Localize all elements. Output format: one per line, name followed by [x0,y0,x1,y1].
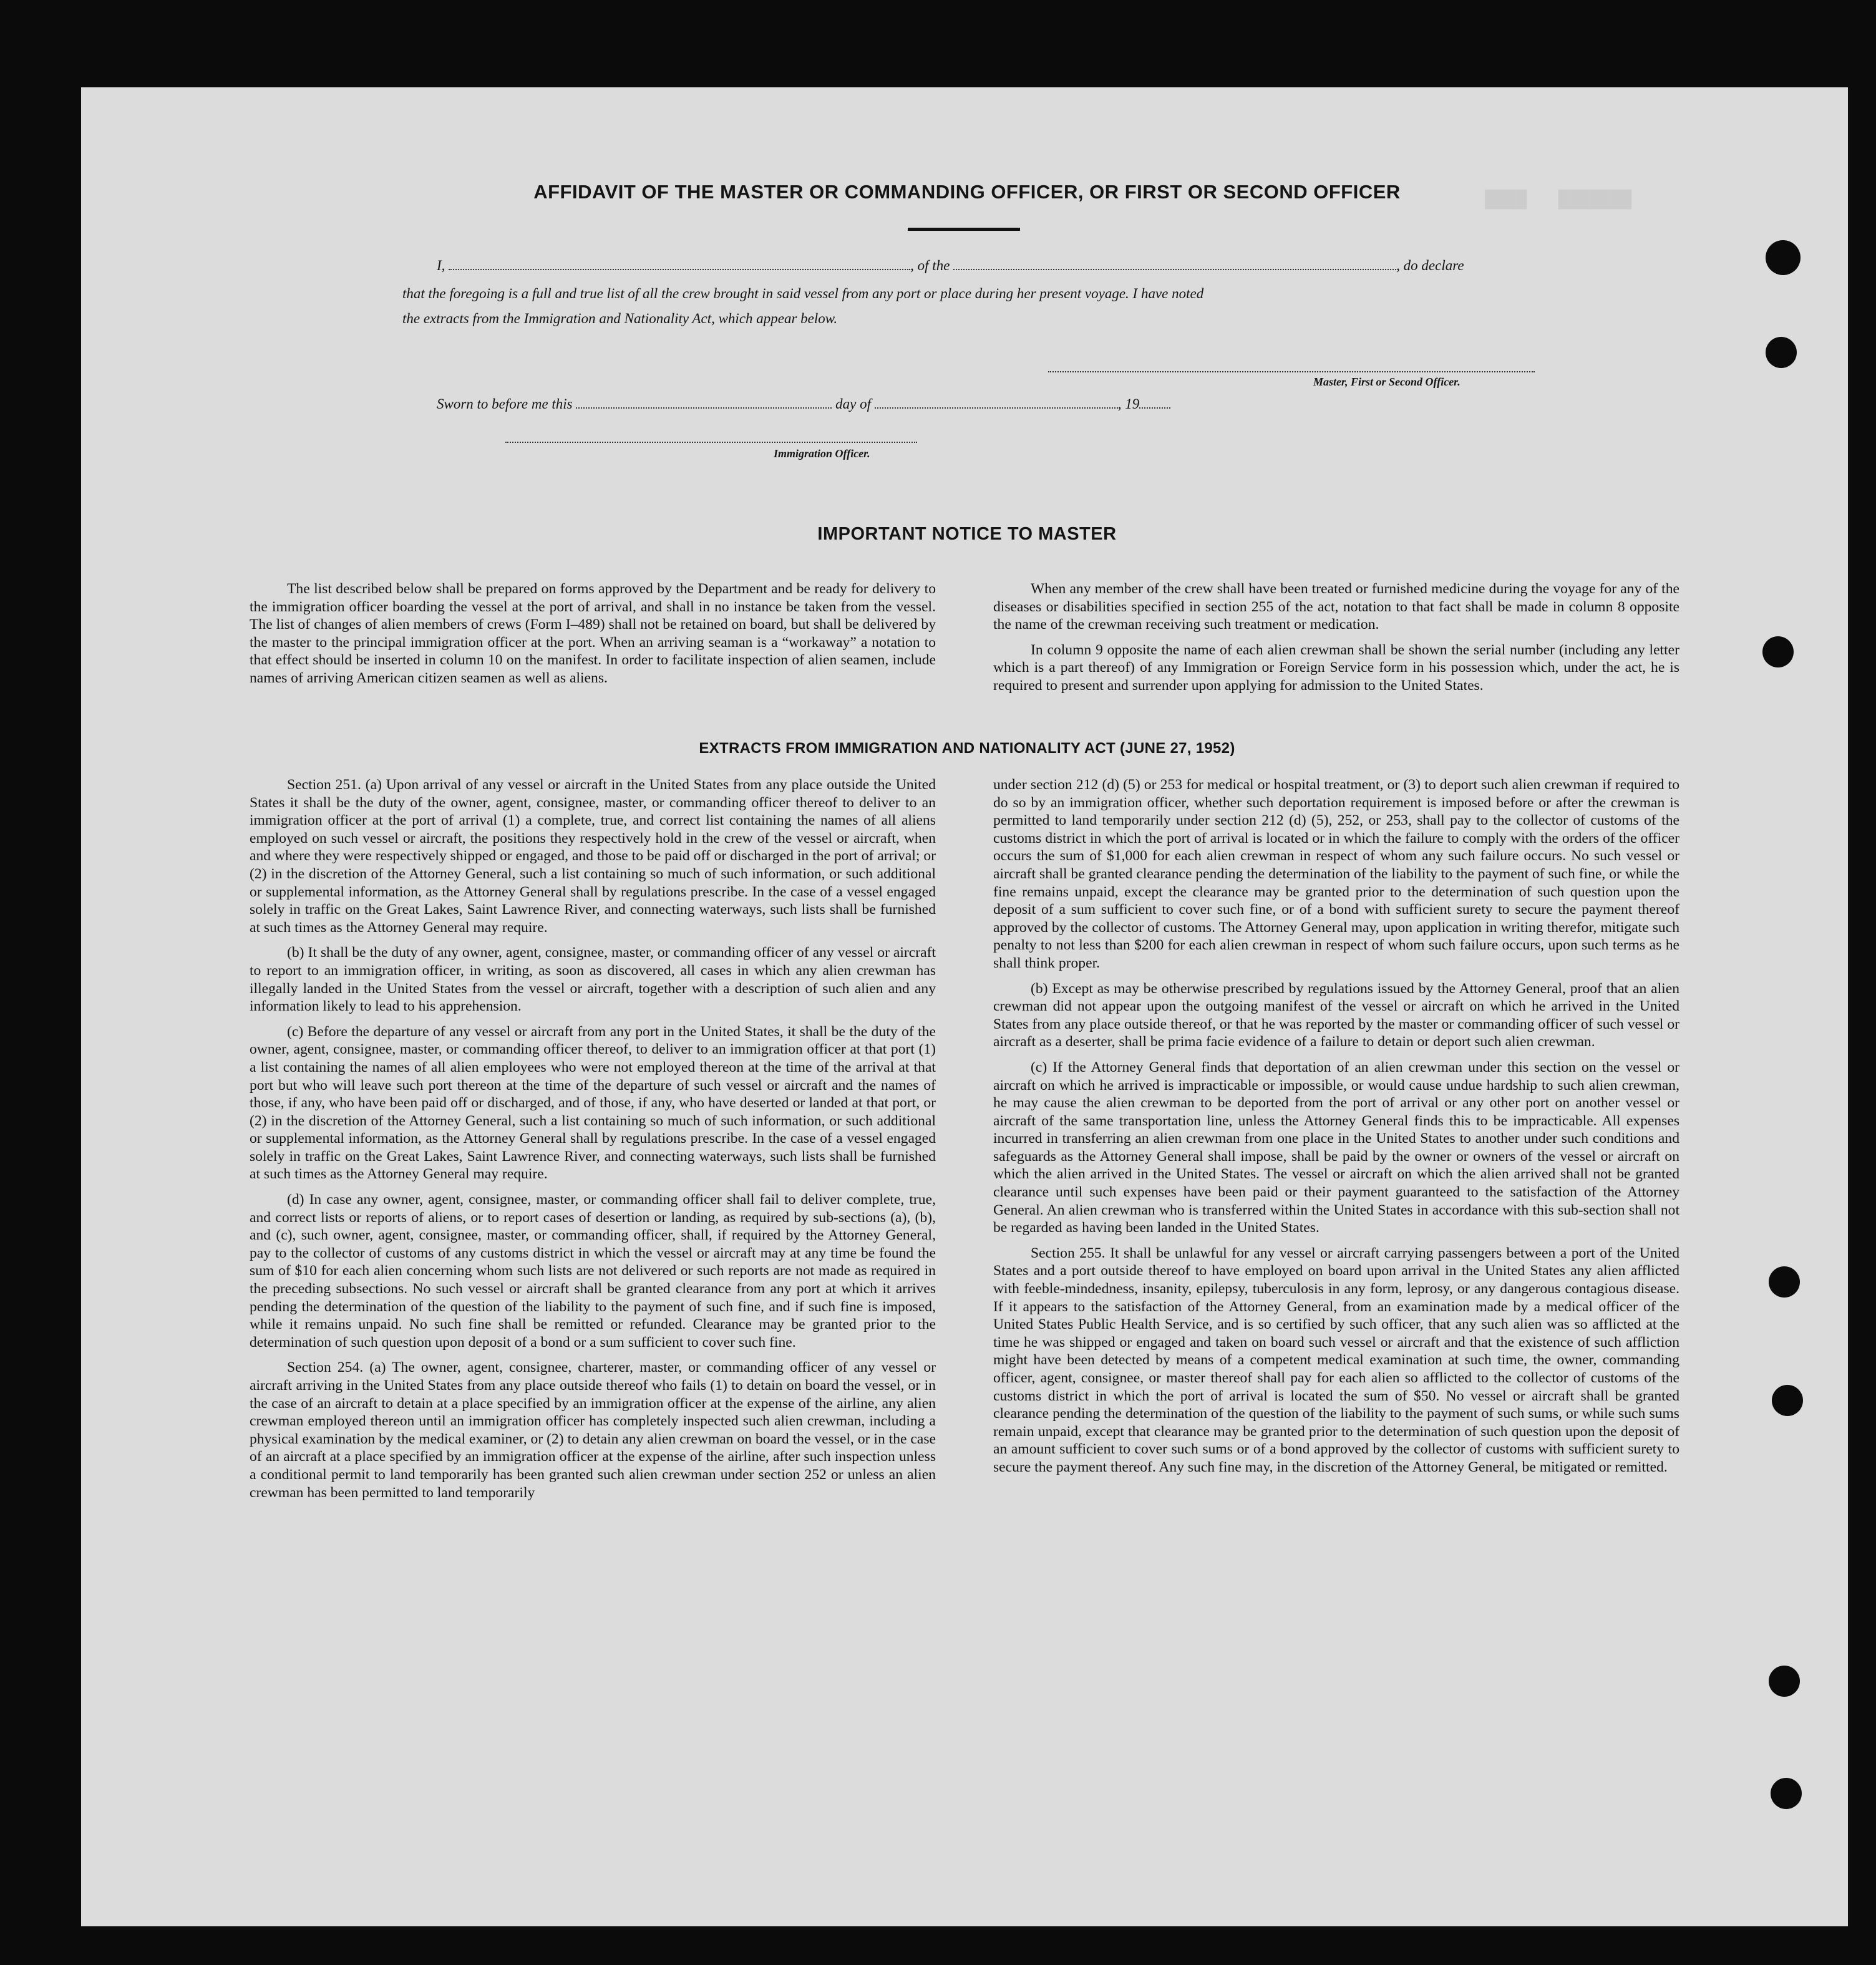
binder-hole [1769,1666,1800,1697]
day-of-text: day of [835,396,871,412]
notice-title: IMPORTANT NOTICE TO MASTER [817,524,1117,544]
declaration-line-2: that the foregoing is a full and true list of all the crew brought in said vessel from any port or place during her present voyage. I have noted [402,286,1204,301]
extracts-right-column [993,776,1679,1484]
extract-paragraph: under section 212 (d) (5) or 253 for medical or hospital treatment, or (3) to deport such alien crewman if required to do so by an immigration officer, whether such deportation requirement is imposed before or after the crewman is permitted to land temporarily under section 212 (d) (5), 252, or 253, shall pay to the collector of customs of the customs district in which the port of arrival is located or in which the failure to comply with the orders of the officer occurs the sum of $1,000 for each alien crewman in respect of whom any such failure occurs. No such vessel or aircraft shall be granted clearance pending the determination of the liability to the payment of such fine, or while the fine remains unpaid, except the clearance may be granted prior to the determination of such question upon the deposit of a sum sufficient to cover such fine, or of a bond with sufficient surety to secure the payment thereof approved by the collector of customs. The Attorney General may, upon application in writing therefor, mitigate such penalty to not less than $200 for each alien crewman in respect of whom such failure occurs, upon such terms as he shall think proper. [993,777,1679,971]
sworn-line [437,396,1622,412]
extract-paragraph: (c) If the Attorney General finds that deportation of an alien crewman under this section on the vessel or aircraft on which he arrived is impracticable or impossible, or would cause undue hardship to such alien crewman, he may cause the alien crewman to be deported from the port of arrival or any other port on another vessel or aircraft of the same transportation line, unless the Attorney General finds this to be impracticable. All expenses incurred in transferring an alien crewman from one place in the United States to another under such conditions and safeguards as the Attorney General shall impose, shall be paid by the owner or owners of the vessel or aircraft on which the alien arrived in the United States. The vessel or aircraft on which the alien arrived shall not be granted clearance until such expenses have been paid or their payment guaranteed to the satisfaction of the Attorney General. An alien crewman who is transferred within the United States in accordance with this sub-section shall not be regarded as having been landed in the United States. [993,1059,1679,1236]
declaration-line-3: the extracts from the Immigration and Nationality Act, which appear below. [402,311,838,326]
master-signature-field[interactable] [1048,359,1535,372]
declarant-name-field[interactable] [449,269,910,270]
title-rule [908,228,1020,231]
binder-hole [1766,337,1797,368]
extract-paragraph: Section 254. (a) The owner, agent, consignee, charterer, master, or commanding officer of any vessel or aircraft arriving in the United States from any place outside thereof who fails (1) to detain on board the vessel, or in the case of an aircraft to detain at a place specified by an immigration officer at the expense of the airline, any alien crewman employed thereon until an immigration officer has completely inspected such alien crewman, including a physical examination by the medical examiner, or (2) to detain any alien crewman on board the vessel, or in the case of an aircraft at a place specified by an immigration officer at the expense of the airline, after such inspection unless a conditional permit to land temporarily has been granted such alien crewman under section 252 or unless an alien crewman has been permitted to land temporarily [250,1359,936,1501]
binder-hole [1762,636,1794,667]
year-prefix: , 19 [1117,396,1140,412]
bleed-through-text: ███████ ████ [1485,190,1632,210]
master-signature-label: Master, First or Second Officer. [1313,376,1460,388]
decl-i: I, [437,258,445,273]
officer-signature-field[interactable] [505,429,917,443]
sworn-date-field[interactable] [576,407,832,409]
declaration-line-1 [437,258,1622,274]
vessel-name-field[interactable] [953,269,1396,270]
binder-hole [1772,1385,1803,1416]
officer-signature-label: Immigration Officer. [774,447,870,460]
affidavit-title: AFFIDAVIT OF THE MASTER OR COMMANDING OFFICER, OR FIRST OR SECOND OFFICER [533,181,1401,203]
notice-right-column [993,580,1679,702]
binder-hole [1771,1778,1802,1809]
sworn-text: Sworn to before me this [437,396,573,412]
sworn-year-field[interactable] [1139,407,1170,409]
extract-paragraph: (d) In case any owner, agent, consignee, master, or commanding officer shall fail to deliver complete, true, and correct lists or reports of aliens, or to report cases of desertion or landing, as required by sub-sections (a), (b), and (c), such owner, agent, consignee, master, or commanding officer, shall, if required by the Attorney General, pay to the collector of customs of any customs district in which the vessel or aircraft may at any time be found the sum of $10 for each alien concerning whom such lists are not delivered or such reports are not made as required in the preceding subsections. No such vessel or aircraft shall be granted clearance from any port at which it arrives pending the determination of the question of the liability to the payment of such fine, and if such fine is imposed, while it remains unpaid. No such fine shall be remitted or refunded. Clearance may be granted prior to the determination of such question upon deposit of a bond or a sum sufficient to cover such fine. [250,1191,936,1351]
notice-left-paragraph: The list described below shall be prepared on forms approved by the Department and be ready for delivery to the immigration officer boarding the vessel at the port of arrival, and shall in no instance be taken from the vessel. The list of changes of alien members of crews (Form I–489) shall not be retained on board, but shall be delivered by the master to the principal immigration officer at the port. When an arriving seaman is a “workaway” a notation to that effect should be inserted in column 10 on the manifest. In order to facilitate inspection of alien seamen, include names of arriving American citizen seamen as well as aliens. [250,581,936,686]
sworn-month-field[interactable] [875,407,1118,409]
decl-do-declare: , do declare [1396,258,1464,273]
extract-paragraph: (b) Except as may be otherwise prescribed by regulations issued by the Attorney General, proof that an alien crewman did not appear upon the outgoing manifest of the vessel or aircraft on which he arrived in the United States from any place outside thereof, or that he was reported by the master or commanding officer of such vessel or aircraft as a deserter, shall be prima facie evidence of a failure to detain or deport such alien crewman. [993,980,1679,1050]
binder-hole [1769,1266,1800,1298]
binder-hole [1766,240,1801,275]
extract-paragraph: Section 251. (a) Upon arrival of any vessel or aircraft in the United States from any place outside the United States it shall be the duty of the owner, agent, consignee, master, or commanding officer thereof to deliver to an immigration officer at the port of arrival (1) a complete, true, and correct list containing the names of all aliens employed on such vessel or aircraft, the positions they respectively hold in the crew of the vessel or aircraft, when and where they were respectively shipped or engaged, and those to be paid off or discharged in the port of arrival; or (2) in the discretion of the Attorney General, such a list containing so much of such information, or such additional or supplemental information, as the Attorney General shall by regulations prescribe. In the case of a vessel engaged solely in traffic on the Great Lakes, Saint Lawrence River, and connecting waterways, such lists shall be furnished at such times as the Attorney General may require. [250,777,936,936]
notice-left-column [250,580,936,695]
extract-paragraph: Section 255. It shall be unlawful for any vessel or aircraft carrying passengers between a port of the United States and a port outside thereof to have employed on board upon arrival in the United States any alien afflicted with feeble-mindedness, insanity, epilepsy, tuberculosis in any form, leprosy, or any dangerous contagious disease. If it appears to the satisfaction of the Attorney General, from an examination made by a medical officer of the United States Public Health Service, and is so certified by such officer, that any such alien was so afflicted at the time he was shipped or engaged and taken on board such vessel or aircraft and that the existence of such affliction might have been detected by means of a competent medical examination at such time, the owner, commanding officer, agent, consignee, or master thereof shall pay for each alien so afflicted to the collector of customs of the customs district in which the port of arrival is located the sum of $50. No vessel or aircraft shall be granted clearance pending the determination of the question of the liability to the payment of such sums, or while such sums remain unpaid, except that clearance may be granted prior to the determination of such question upon the deposit of an amount sufficient to cover such sums or of a bond approved by the collector of customs with sufficient surety to secure the payment thereof. Any such fine may, in the discretion of the Attorney General, be mitigated or remitted. [993,1244,1679,1475]
decl-of-the: , of the [910,258,950,273]
extracts-title: EXTRACTS FROM IMMIGRATION AND NATIONALITY ACT (JUNE 27, 1952) [699,740,1235,757]
extract-paragraph: (c) Before the departure of any vessel or aircraft from any port in the United States, it shall be the duty of the owner, agent, consignee, master, or commanding officer thereof, to deliver to an immigration officer at that port (1) a list containing the names of all alien employees who were not employed thereon at the time of the arrival at that port but who will leave such port thereon at the time of the departure of such vessel or aircraft and the names of those, if any, who have been paid off or discharged, and of those, if any, who have deserted or landed at that port, or (2) in the discretion of the Attorney General, such a list containing so much of such information, or such additional or supplemental information, as the Attorney General shall by regulations prescribe. In the case of a vessel engaged solely in traffic on the Great Lakes, Saint Lawrence River, and connecting waterways, such lists shall be furnished at such times as the Attorney General may require. [250,1023,936,1183]
document-page [81,87,1848,1926]
extract-paragraph: (b) It shall be the duty of any owner, agent, consignee, master, or commanding officer of any vessel or aircraft to report to an immigration officer, in writing, as soon as discovered, all cases in which any alien crewman has illegally landed in the United States from the vessel or aircraft, together with a description of such alien and any information likely to lead to his apprehension. [250,944,936,1015]
notice-right-paragraph-2: In column 9 opposite the name of each alien crewman shall be shown the serial number (including any letter which is a part thereof) of any Immigration or Foreign Service form in his possession which, under the act, he is required to present and surrender upon applying for admission to the United States. [993,641,1679,694]
extracts-left-column [250,776,936,1509]
notice-right-paragraph-1: When any member of the crew shall have been treated or furnished medicine during the voyage for any of the diseases or disabilities specified in section 255 of the act, notation to that fact shall be made in column 8 opposite the name of the crewman receiving such treatment or medication. [993,581,1679,633]
